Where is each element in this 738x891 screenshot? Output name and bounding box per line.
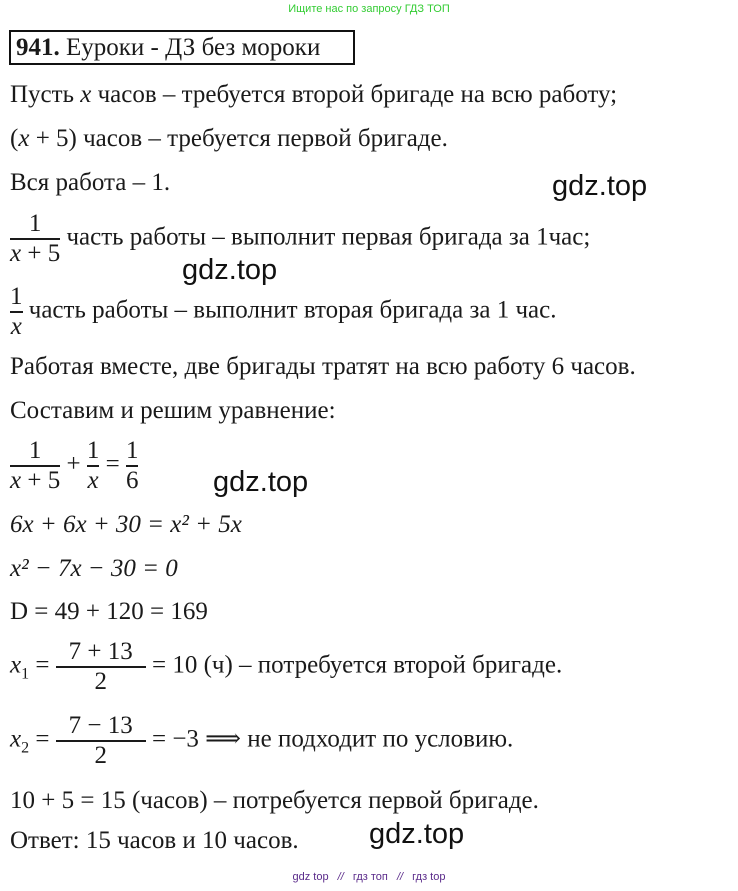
solution-line-8: 6x + 6x + 30 = x² + 5x	[10, 511, 242, 538]
separator: //	[396, 871, 404, 883]
fraction	[56, 712, 146, 770]
watermark: gdz.top	[552, 170, 648, 202]
root-x2	[10, 712, 513, 770]
equals-sign: =	[105, 450, 120, 478]
footer-link-gdz-top-mixed[interactable]: гдз top	[412, 871, 446, 883]
variable-x: x	[10, 313, 22, 340]
denominator	[10, 467, 60, 495]
text: =	[29, 725, 56, 753]
variable-x: x	[80, 81, 92, 108]
fraction	[56, 638, 146, 696]
text: + 5) часов – требуется первой бригаде.	[29, 125, 448, 152]
equation	[10, 437, 138, 495]
watermark: gdz.top	[213, 466, 309, 498]
text: часов – требуется второй бригаде на всю работу;	[91, 81, 618, 108]
separator: //	[337, 871, 344, 883]
plus-sign: +	[66, 450, 81, 478]
subscript: 1	[21, 665, 30, 683]
solution-line-1	[10, 80, 617, 110]
text: + 5	[21, 467, 61, 494]
solution-line-10: D = 49 + 120 = 169	[10, 598, 208, 625]
variable-x: x	[10, 240, 22, 267]
solution-line-11: 10 + 5 = 15 (часов) – потребуется первой бригаде.	[10, 787, 539, 814]
denominator: 6	[125, 467, 139, 494]
task-title-text: Еуроки - ДЗ без мороки	[66, 34, 321, 61]
fraction	[10, 437, 60, 495]
denominator: 2	[94, 668, 107, 695]
denominator	[87, 467, 100, 495]
watermark: gdz.top	[369, 818, 465, 850]
denominator	[10, 240, 60, 268]
footer-link-gdz-top-ru[interactable]: гдз топ	[352, 871, 388, 883]
numerator: 7 + 13	[68, 638, 133, 665]
text: =	[29, 651, 56, 679]
fraction	[87, 437, 100, 495]
numerator: 1	[28, 210, 42, 237]
text: Пусть	[10, 81, 81, 108]
solution-line-9: x² − 7x − 30 = 0	[10, 555, 178, 582]
variable-x: x	[10, 651, 22, 679]
task-number: 941.	[16, 34, 60, 61]
subscript: 2	[21, 739, 30, 757]
numerator: 7 − 13	[68, 712, 133, 739]
footer-links	[0, 871, 738, 883]
text: часть работы – выполнит первая бригада за 1час;	[60, 223, 591, 251]
text: = 10 (ч) – потребуется второй бригаде.	[145, 651, 563, 679]
text: часть работы – выполнит вторая бригада за 1 час.	[22, 296, 557, 324]
numerator: 1	[86, 437, 100, 464]
solution-line-5	[10, 283, 556, 341]
solution-line-4	[10, 210, 590, 268]
fraction	[10, 283, 23, 341]
root-x1	[10, 638, 562, 696]
numerator: 1	[28, 437, 42, 464]
variable-x: x	[87, 467, 99, 494]
fraction	[10, 210, 60, 268]
variable-x: x	[10, 725, 22, 753]
numerator: 1	[125, 437, 139, 464]
solution-line-3: Вся работа – 1.	[10, 169, 171, 196]
numerator: 1	[10, 283, 23, 310]
text: = −3 ⟹ не подходит по условию.	[145, 725, 514, 753]
fraction	[126, 437, 139, 495]
variable-x: x	[18, 125, 30, 152]
top-banner: Ищите нас по запросу ГДЗ ТОП	[288, 3, 450, 15]
solution-line-2	[10, 124, 448, 154]
solution-line-7: Составим и решим уравнение:	[10, 397, 336, 424]
denominator	[10, 313, 23, 341]
text: + 5	[21, 240, 61, 267]
answer-line: Ответ: 15 часов и 10 часов.	[10, 827, 299, 854]
footer-link-gdz-top[interactable]: gdz top	[292, 871, 329, 883]
watermark: gdz.top	[182, 254, 278, 286]
solution-line-6: Работая вместе, две бригады тратят на всю работу 6 часов.	[10, 353, 636, 380]
variable-x: x	[10, 467, 22, 494]
denominator: 2	[94, 742, 107, 769]
text: (	[10, 125, 19, 152]
task-title	[9, 30, 355, 65]
